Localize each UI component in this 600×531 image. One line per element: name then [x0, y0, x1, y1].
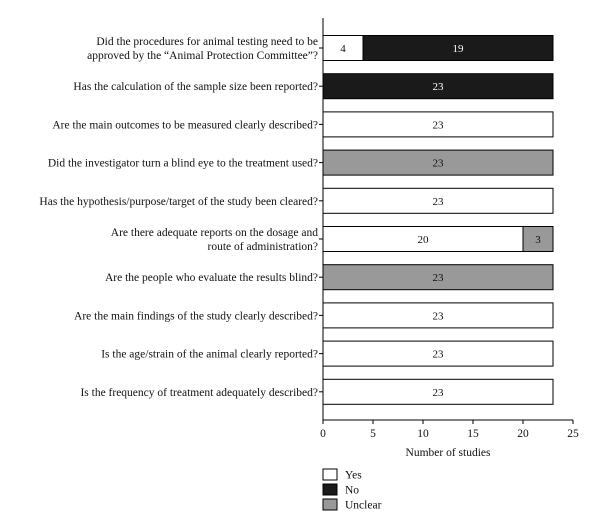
x-tick-label: 25 — [567, 428, 579, 440]
legend-swatch — [323, 499, 337, 510]
bar-value-label: 3 — [535, 234, 541, 246]
category-label: Has the calculation of the sample size been reported? — [73, 81, 318, 94]
legend — [323, 469, 382, 512]
legend-label: No — [345, 484, 360, 497]
x-tick-label: 5 — [370, 428, 376, 440]
bar-value-label: 20 — [417, 234, 429, 246]
category-label: Are there adequate reports on the dosage and — [110, 227, 318, 239]
category-label: Is the frequency of treatment adequately described? — [80, 386, 318, 399]
bar-value-label: 23 — [432, 386, 444, 399]
category-label: Did the investigator turn a blind eye to the treatment used? — [47, 157, 318, 170]
x-tick-label: 10 — [417, 428, 429, 440]
category-label: route of administration? — [207, 241, 318, 253]
x-axis-title: Number of studies — [405, 447, 491, 459]
legend-label: Yes — [345, 469, 362, 482]
x-tick-label: 20 — [517, 428, 529, 440]
bar-value-label: 4 — [340, 43, 346, 55]
bar-value-label: 23 — [432, 157, 444, 170]
legend-label: Unclear — [345, 499, 382, 512]
bar-value-label: 23 — [432, 119, 444, 132]
x-tick-label: 15 — [467, 428, 479, 440]
legend-swatch — [323, 484, 337, 495]
category-label: Are the people who evaluate the results blind? — [105, 272, 318, 285]
bar-value-label: 23 — [432, 310, 444, 323]
bar-value-label: 19 — [452, 43, 464, 55]
category-label: Did the procedures for animal testing need to be — [96, 36, 318, 48]
category-label: Are the main outcomes to be measured clearly described? — [52, 119, 318, 132]
bar-value-label: 23 — [432, 272, 444, 285]
x-tick-label: 0 — [320, 428, 326, 440]
bar-value-label: 23 — [432, 81, 444, 94]
bar-value-label: 23 — [432, 348, 444, 361]
legend-swatch — [323, 469, 337, 480]
bar-value-label: 23 — [432, 195, 444, 208]
category-label: Are the main findings of the study clearly described? — [74, 310, 318, 323]
x-ticks-group — [320, 420, 579, 440]
category-labels-group — [39, 36, 323, 399]
category-label: approved by the “Animal Protection Committee”? — [87, 50, 318, 62]
category-label: Is the age/strain of the animal clearly reported? — [101, 348, 318, 361]
category-label: Has the hypothesis/purpose/target of the study been cleared? — [39, 195, 318, 208]
